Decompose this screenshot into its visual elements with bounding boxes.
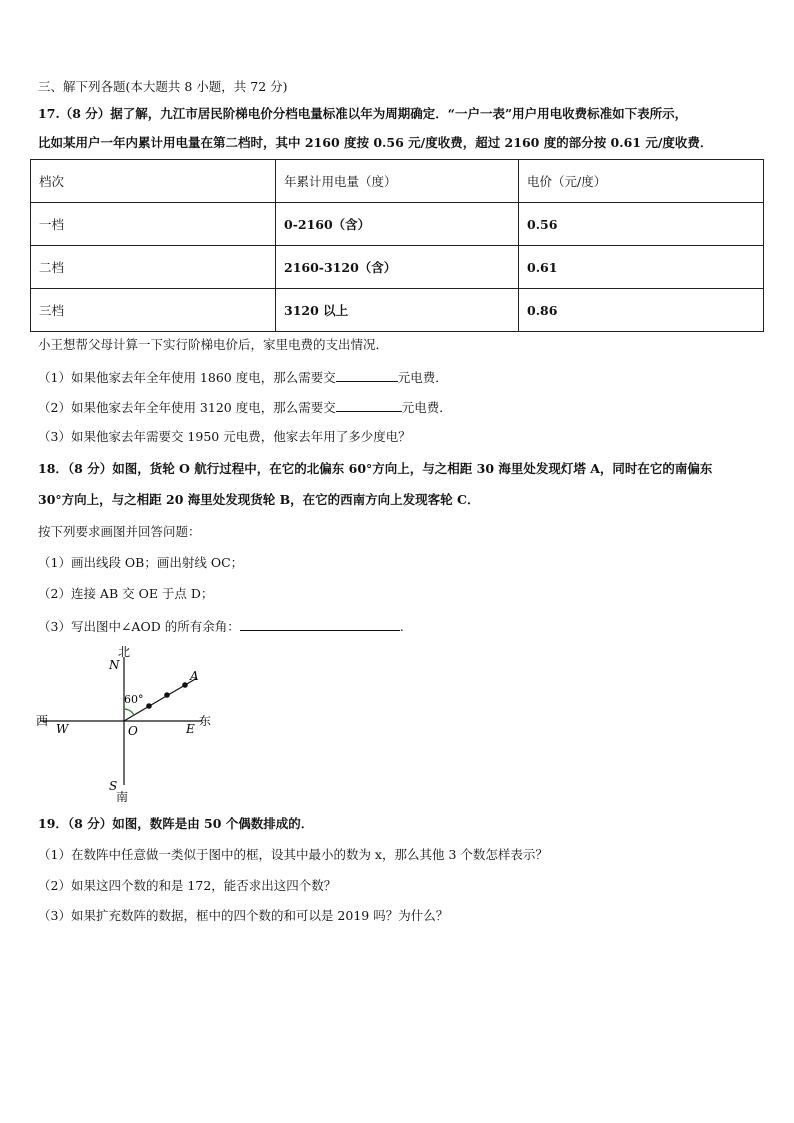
table-cell: 0.56: [519, 203, 764, 246]
point-a-dot: [182, 682, 188, 688]
label-north-cn: 北: [118, 645, 131, 659]
q18-part1: （1）画出线段 OB；画出射线 OC；: [38, 555, 244, 570]
point-dot: [146, 703, 152, 709]
q19-part3: （3）如果扩充数阵的数据，框中的四个数的和可以是 2019 吗？为什么？: [38, 908, 449, 923]
table-header-row: [31, 160, 764, 203]
q18-part3-text: （3）写出图中∠AOD 的所有余角：: [38, 619, 240, 634]
q18-lead: 按下列要求画图并回答问题：: [38, 524, 201, 539]
q18-part2: （2）连接 AB 交 OE 于点 D；: [38, 586, 214, 601]
label-north: N: [109, 658, 120, 672]
tariff-table: [30, 159, 764, 332]
q18-intro-line1: 18．（8 分）如图，货轮 O 航行过程中，在它的北偏东 60°方向上，与之相距 30 海里处发现灯塔 A，同时在它的南偏东: [38, 461, 713, 476]
angle-arc: [124, 709, 134, 715]
label-east-cn: 东: [199, 714, 212, 728]
q17-part1-text: （1）如果他家去年全年使用 1860 度电，那么需要交: [38, 370, 336, 385]
answer-blank[interactable]: [336, 398, 402, 412]
table-cell: 一档: [31, 203, 276, 246]
label-origin: O: [128, 724, 138, 738]
table-cell: 3120 以上: [276, 289, 519, 332]
table-header-cell: 年累计用电量（度）: [276, 160, 519, 203]
table-cell: 三档: [31, 289, 276, 332]
q17-part2-text: （2）如果他家去年全年使用 3120 度电，那么需要交: [38, 400, 336, 415]
q19-part2: （2）如果这四个数的和是 172，能否求出这四个数？: [38, 878, 337, 893]
label-south-cn: 南: [116, 790, 129, 804]
q18-part3-suffix: .: [399, 619, 404, 634]
table-cell: 0.86: [519, 289, 764, 332]
table-header-cell: 电价（元/度）: [519, 160, 764, 203]
q17-intro-line2: 比如某用户一年内累计用电量在第二档时，其中 2160 度按 0.56 元/度收费，超过 2160 度的部分按 0.61 元/度收费．: [38, 135, 713, 150]
table-cell: 0-2160（含）: [276, 203, 519, 246]
q17-part2: [38, 398, 452, 417]
q18-intro-line2: 30°方向上，与之相距 20 海里处发现货轮 B，在它的西南方向上发现客轮 C．: [38, 492, 480, 507]
q18-part3: [38, 617, 404, 636]
q17-part1: [38, 368, 448, 387]
label-west-cn: 西: [36, 714, 49, 728]
q19-intro: 19．（8 分）如图，数阵是由 50 个偶数排成的．: [38, 816, 314, 831]
label-east: E: [186, 722, 195, 736]
q17-lead: 小王想帮父母计算一下实行阶梯电价后，家里电费的支出情况．: [38, 337, 389, 352]
q17-part2-suffix: 元电费．: [401, 400, 452, 415]
table-cell: 0.61: [519, 246, 764, 289]
q17-part1-suffix: 元电费．: [397, 370, 448, 385]
table-row: [31, 203, 764, 246]
label-point-a: A: [190, 669, 199, 683]
answer-blank[interactable]: [336, 368, 398, 382]
label-south: S: [109, 779, 118, 793]
section-title: 三、解下列各题(本大题共 8 小题，共 72 分): [38, 79, 288, 94]
compass-figure: [30, 645, 220, 805]
table-row: [31, 289, 764, 332]
q17-intro-line1: 17.（8 分）据了解，九江市居民阶梯电价分档电量标准以年为周期确定．“一户一表”用户用电收费标准如下表所示，: [38, 106, 688, 121]
table-cell: 二档: [31, 246, 276, 289]
label-angle: 60°: [124, 693, 144, 706]
table-header-cell: 档次: [31, 160, 276, 203]
q19-part1: （1）在数阵中任意做一类似于图中的框，设其中最小的数为 x，那么其他 3 个数怎样表示？: [38, 847, 548, 862]
point-dot: [164, 692, 170, 698]
label-west: W: [56, 722, 69, 736]
table-row: [31, 246, 764, 289]
table-cell: 2160-3120（含）: [276, 246, 519, 289]
answer-blank[interactable]: [240, 617, 400, 631]
q17-part3: （3）如果他家去年需要交 1950 元电费，他家去年用了多少度电？: [38, 429, 411, 444]
